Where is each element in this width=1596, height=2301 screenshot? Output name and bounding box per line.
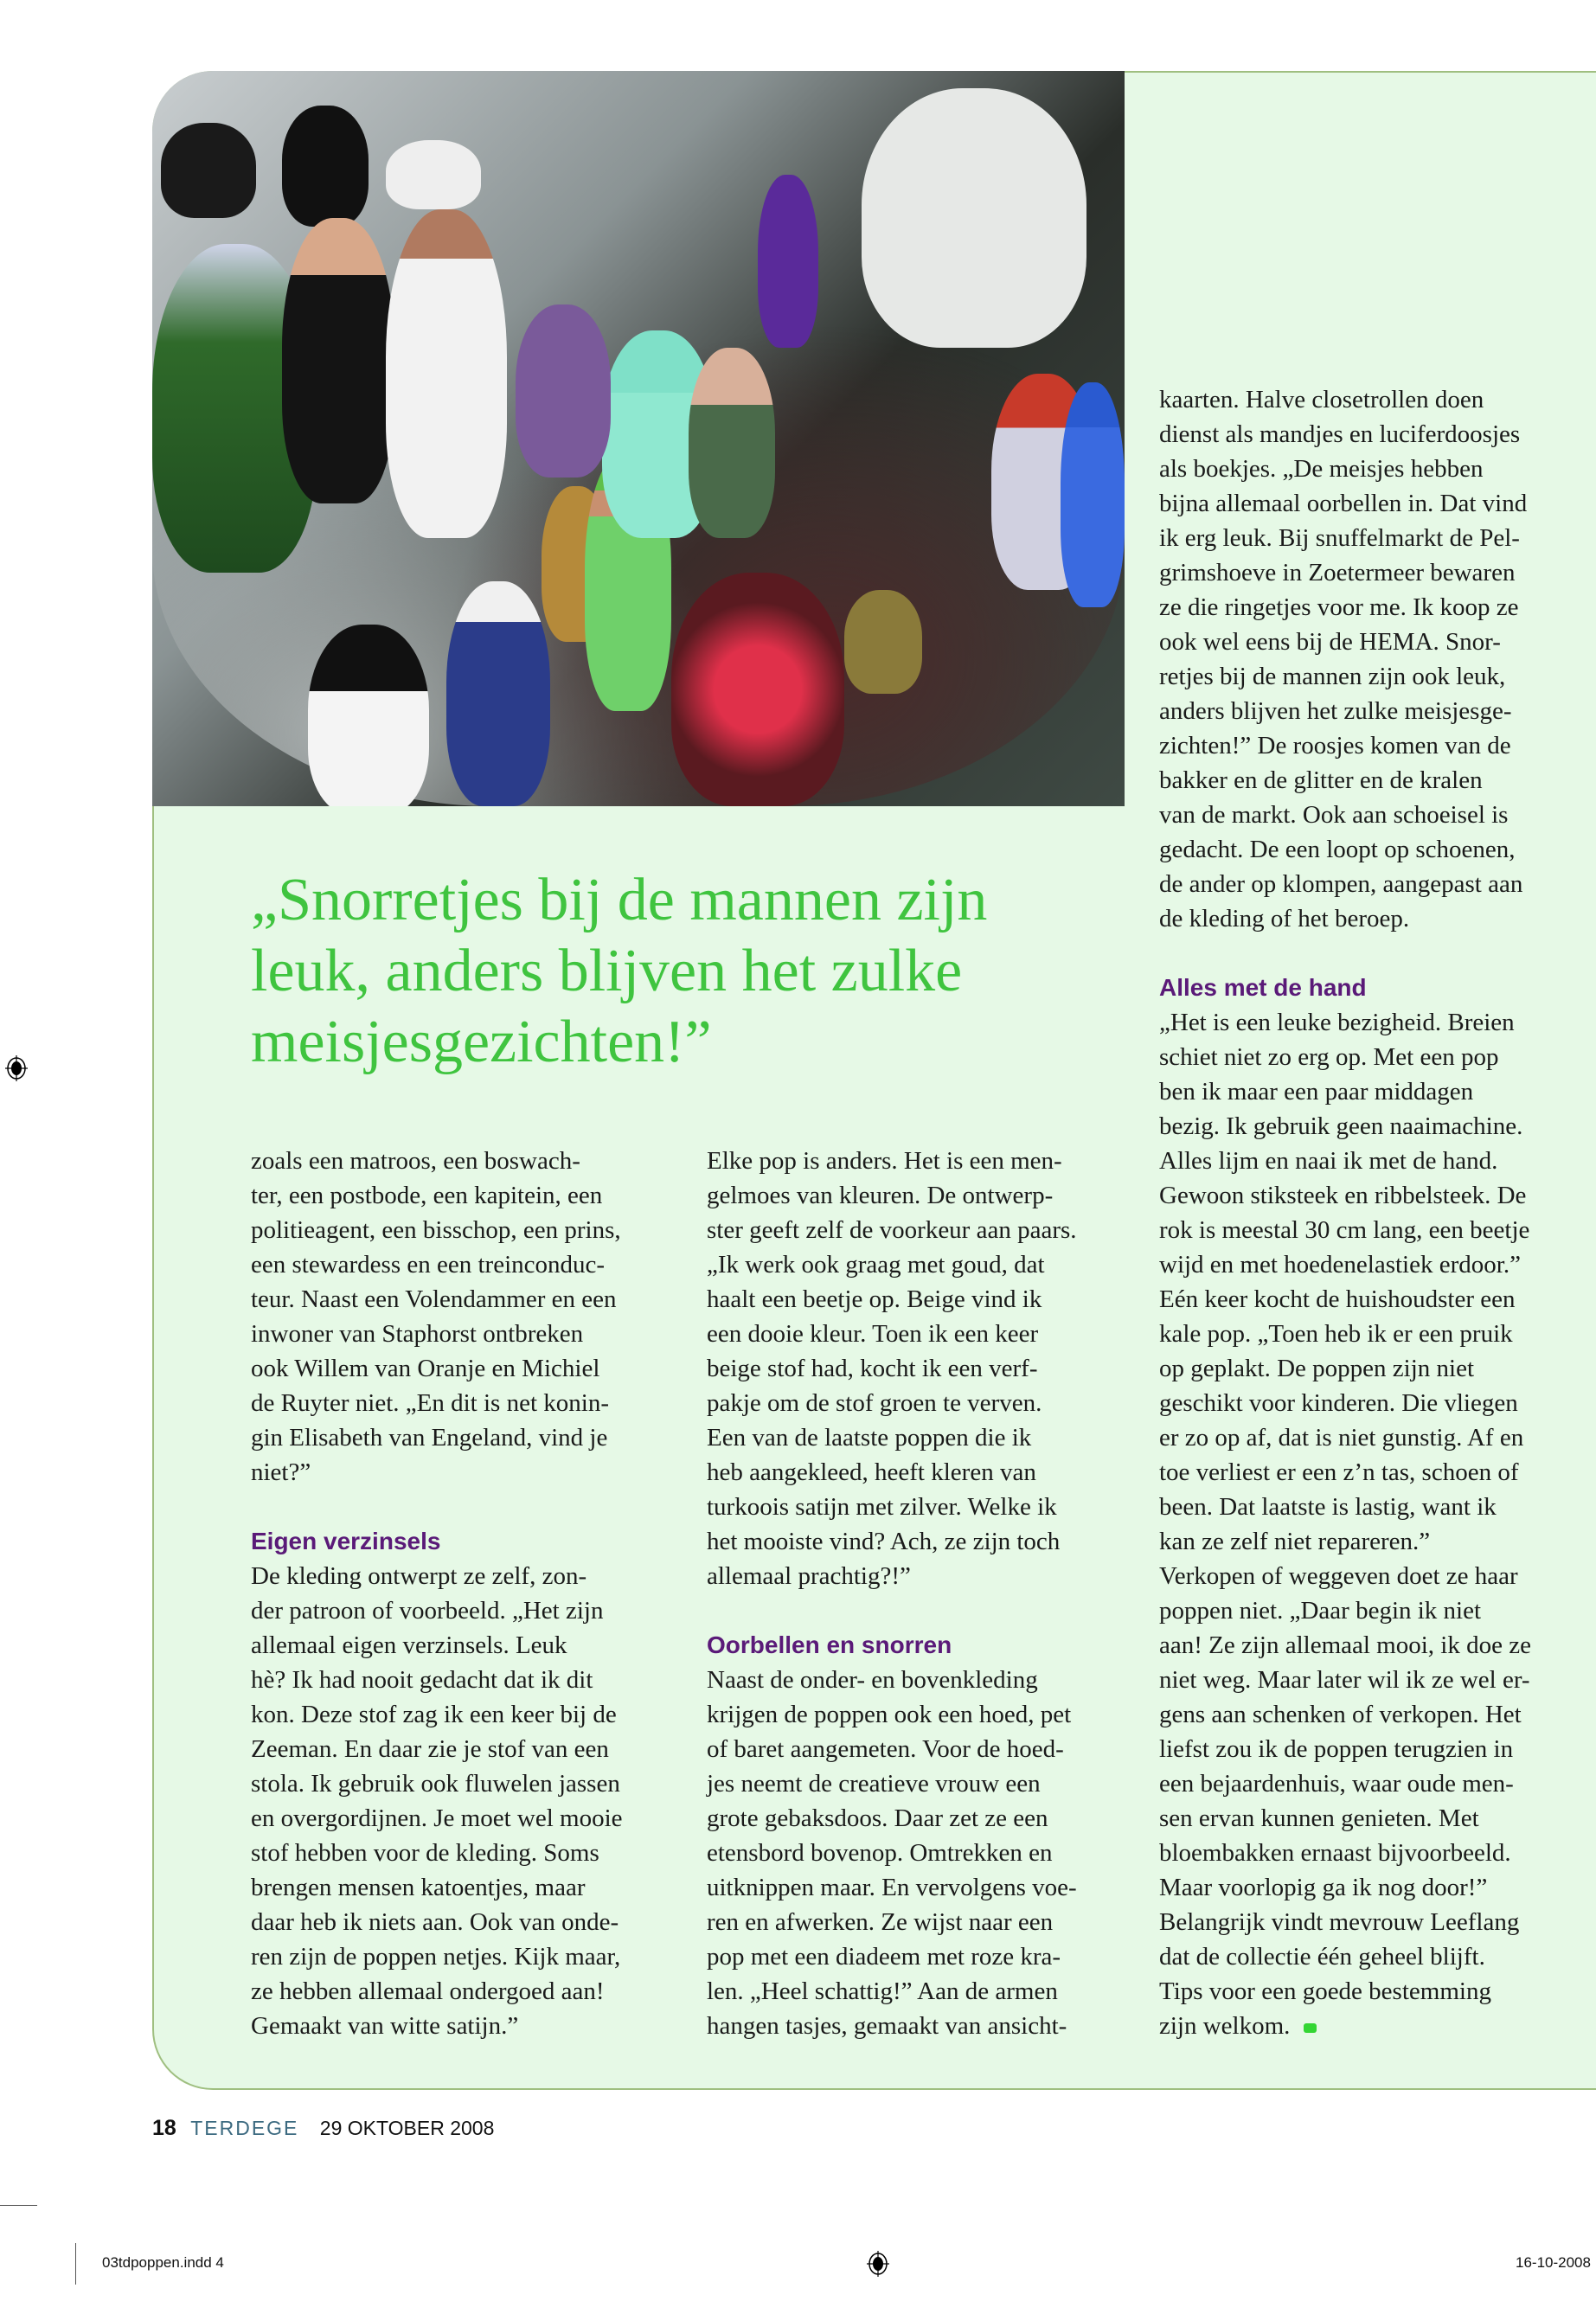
article-column-2: [707, 1144, 1148, 2043]
body-text-line: ter, een postbode, een kapitein, een: [251, 1182, 603, 1209]
body-text-line: pakje om de stof groen te verven.: [707, 1389, 1042, 1417]
section-heading: Alles met de hand: [1159, 974, 1367, 1001]
body-text-line: gelmoes van kleuren. De ontwerp-: [707, 1182, 1054, 1209]
body-text-line: ben ik maar een paar middagen: [1159, 1078, 1474, 1106]
pull-quote-line: leuk, anders blijven het zulke: [251, 938, 963, 1004]
body-text-line: rok is meestal 30 cm lang, een beetje: [1159, 1216, 1530, 1244]
body-text-line: anders blijven het zulke meisjesge-: [1159, 697, 1512, 725]
body-text-line: een stewardess en een treinconduc-: [251, 1251, 606, 1279]
slug-filename: 03tdpoppen.indd 4: [102, 2254, 224, 2271]
body-text-line: Eén keer kocht de huishoudster een: [1159, 1285, 1516, 1313]
body-text-line: ik erg leuk. Bij snuffelmarkt de Pel-: [1159, 524, 1520, 552]
body-text-line: len. „Heel schattig!” Aan de armen: [707, 1977, 1058, 2005]
body-text-line: ook wel eens bij de HEMA. Snor-: [1159, 628, 1501, 656]
section-heading: Oorbellen en snorren: [707, 1631, 952, 1658]
body-text-line: brengen mensen katoentjes, maar: [251, 1874, 586, 1901]
section-heading: Eigen verzinsels: [251, 1528, 441, 1554]
body-text-line: Zeeman. En daar zie je stof van een: [251, 1735, 609, 1763]
body-text-line: kale pop. „Toen heb ik er een pruik: [1159, 1320, 1513, 1348]
pull-quote-line: „Snorretjes bij de mannen zijn: [251, 867, 988, 933]
body-text-line: toe verliest er een z’n tas, schoen of: [1159, 1458, 1519, 1486]
end-of-article-mark-icon: [1304, 2023, 1317, 2033]
body-text-line: politieagent, een bisschop, een prins,: [251, 1216, 621, 1244]
body-text-line: ren en afwerken. Ze wijst naar een: [707, 1908, 1054, 1936]
body-text-line: gens aan schenken of verkopen. Het: [1159, 1701, 1522, 1728]
body-text-line: krijgen de poppen ook een hoed, pet: [707, 1701, 1072, 1728]
body-text-line: bijna allemaal oorbellen in. Dat vind: [1159, 490, 1528, 517]
body-text-line: grimshoeve in Zoetermeer bewaren: [1159, 559, 1516, 586]
body-text-line: Belangrijk vindt mevrouw Leeflang: [1159, 1908, 1520, 1936]
body-text-line: liefst zou ik de poppen terugzien in: [1159, 1735, 1514, 1763]
body-text-line: als boekjes. „De meisjes hebben: [1159, 455, 1484, 483]
body-text-line: en overgordijnen. Je moet wel mooie: [251, 1804, 623, 1832]
body-text-line: daar heb ik niets aan. Ook van onde-: [251, 1908, 619, 1936]
page-number: 18: [152, 2116, 176, 2140]
body-text-line: een dooie kleur. Toen ik een keer: [707, 1320, 1039, 1348]
body-text-line: kan ze zelf niet repareren.”: [1159, 1528, 1431, 1555]
issue-date: 29 OKTOBER 2008: [319, 2117, 495, 2139]
page-footer: [152, 2116, 494, 2141]
crop-mark: [75, 2243, 76, 2285]
body-text-line: ster geeft zelf de voorkeur aan paars.: [707, 1216, 1077, 1244]
body-text-line: bezig. Ik gebruik geen naaimachine.: [1159, 1112, 1523, 1140]
body-text-line: ook Willem van Oranje en Michiel: [251, 1355, 600, 1382]
body-text-line: Naast de onder- en bovenkleding: [707, 1666, 1038, 1694]
body-text-line: zoals een matroos, een boswach-: [251, 1147, 580, 1175]
body-text-line: Maar voorlopig ga ik nog door!”: [1159, 1874, 1488, 1901]
body-text-line: Alles lijm en naai ik met de hand.: [1159, 1147, 1498, 1175]
body-text-line: stof hebben voor de kleding. Soms: [251, 1839, 599, 1867]
body-text-line: zichten!” De roosjes komen van de: [1159, 732, 1511, 760]
article-column-1: [251, 1144, 692, 2043]
pull-quote-line: meisjesgezichten!”: [251, 1009, 712, 1075]
body-text-line: zijn welkom.: [1159, 2012, 1291, 2040]
body-text-line: der patroon of voorbeeld. „Het zijn: [251, 1597, 604, 1625]
body-text-line: „Ik werk ook graag met goud, dat: [707, 1251, 1045, 1279]
body-text-line: allemaal eigen verzinsels. Leuk: [251, 1631, 567, 1659]
body-text-line: poppen niet. „Daar begin ik niet: [1159, 1597, 1482, 1625]
body-text-line: aan! Ze zijn allemaal mooi, ik doe ze: [1159, 1631, 1531, 1659]
doll-collection-photo: [152, 71, 1125, 806]
body-text-line: jes neemt de creatieve vrouw een: [707, 1770, 1041, 1798]
body-text-line: Gewoon stiksteek en ribbelsteek. De: [1159, 1182, 1527, 1209]
body-text-line: haalt een beetje op. Beige vind ik: [707, 1285, 1042, 1313]
body-text-line: „Het is een leuke bezigheid. Breien: [1159, 1009, 1515, 1036]
body-text-line: ze die ringetjes voor me. Ik koop ze: [1159, 593, 1519, 621]
body-text-line: de Ruyter niet. „En dit is net konin-: [251, 1389, 609, 1417]
body-text-line: beige stof had, kocht ik een verf-: [707, 1355, 1038, 1382]
body-text-line: een bejaardenhuis, waar oude men-: [1159, 1770, 1514, 1798]
body-text-line: etensbord bovenop. Omtrekken en: [707, 1839, 1053, 1867]
registration-mark-icon: [867, 2251, 889, 2277]
body-text-line: grote gebaksdoos. Daar zet ze een: [707, 1804, 1048, 1832]
body-text-line: Verkopen of weggeven doet ze haar: [1159, 1562, 1518, 1590]
body-text-line: dienst als mandjes en luciferdoosjes: [1159, 420, 1521, 448]
body-text-line: het mooiste vind? Ach, ze zijn toch: [707, 1528, 1061, 1555]
magazine-name: TERDEGE: [190, 2117, 299, 2139]
body-text-line: de kleding of het beroep.: [1159, 905, 1410, 933]
body-text-line: Tips voor een goede bestemming: [1159, 1977, 1491, 2005]
article-column-3: [1159, 382, 1596, 2043]
body-text-line: gin Elisabeth van Engeland, vind je: [251, 1424, 608, 1452]
body-text-line: ren zijn de poppen netjes. Kijk maar,: [251, 1943, 621, 1971]
body-text-line: De kleding ontwerpt ze zelf, zon-: [251, 1562, 587, 1590]
body-text-line: of baret aangemeten. Voor de hoed-: [707, 1735, 1064, 1763]
body-text-line: teur. Naast een Volendammer en een: [251, 1285, 617, 1313]
body-text-line: de ander op klompen, aangepast aan: [1159, 870, 1523, 898]
slug-date: 16-10-2008: [1516, 2254, 1591, 2271]
body-text-line: Een van de laatste poppen die ik: [707, 1424, 1032, 1452]
body-text-line: gedacht. De een loopt op schoenen,: [1159, 836, 1516, 863]
body-text-line: heb aangekleed, heeft kleren van: [707, 1458, 1036, 1486]
body-text-line: sen ervan kunnen genieten. Met: [1159, 1804, 1479, 1832]
body-text-line: schiet niet zo erg op. Met een pop: [1159, 1043, 1499, 1071]
body-text-line: retjes bij de mannen zijn ook leuk,: [1159, 663, 1506, 690]
pull-quote: [251, 865, 1081, 1078]
body-text-line: uitknippen maar. En vervolgens voe-: [707, 1874, 1077, 1901]
body-text-line: pop met een diadeem met roze kra-: [707, 1943, 1061, 1971]
body-text-line: van de markt. Ook aan schoeisel is: [1159, 801, 1509, 829]
body-text-line: been. Dat laatste is lastig, want ik: [1159, 1493, 1497, 1521]
registration-mark-icon: [5, 1055, 28, 1081]
body-text-line: Gemaakt van witte satijn.”: [251, 2012, 519, 2040]
body-text-line: niet weg. Maar later wil ik ze wel er-: [1159, 1666, 1530, 1694]
body-text-line: turkoois satijn met zilver. Welke ik: [707, 1493, 1057, 1521]
body-text-line: inwoner van Staphorst ontbreken: [251, 1320, 584, 1348]
body-text-line: stola. Ik gebruik ook fluwelen jassen: [251, 1770, 620, 1798]
body-text-line: bloembakken ernaast bijvoorbeeld.: [1159, 1839, 1511, 1867]
body-text-line: er zo op af, dat is niet gunstig. Af en: [1159, 1424, 1524, 1452]
body-text-line: op geplakt. De poppen zijn niet: [1159, 1355, 1475, 1382]
body-text-line: bakker en de glitter en de kralen: [1159, 766, 1483, 794]
body-text-line: Elke pop is anders. Het is een men-: [707, 1147, 1062, 1175]
body-text-line: niet?”: [251, 1458, 311, 1486]
body-text-line: hangen tasjes, gemaakt van ansicht-: [707, 2012, 1067, 2040]
crop-mark: [0, 2205, 37, 2206]
body-text-line: kon. Deze stof zag ik een keer bij de: [251, 1701, 617, 1728]
body-text-line: geschikt voor kinderen. Die vliegen: [1159, 1389, 1518, 1417]
body-text-line: allemaal prachtig?!”: [707, 1562, 911, 1590]
body-text-line: kaarten. Halve closetrollen doen: [1159, 386, 1484, 413]
body-text-line: dat de collectie één geheel blijft.: [1159, 1943, 1485, 1971]
body-text-line: wijd en met hoedenelastiek erdoor.”: [1159, 1251, 1521, 1279]
body-text-line: ze hebben allemaal ondergoed aan!: [251, 1977, 605, 2005]
body-text-line: hè? Ik had nooit gedacht dat ik dit: [251, 1666, 593, 1694]
